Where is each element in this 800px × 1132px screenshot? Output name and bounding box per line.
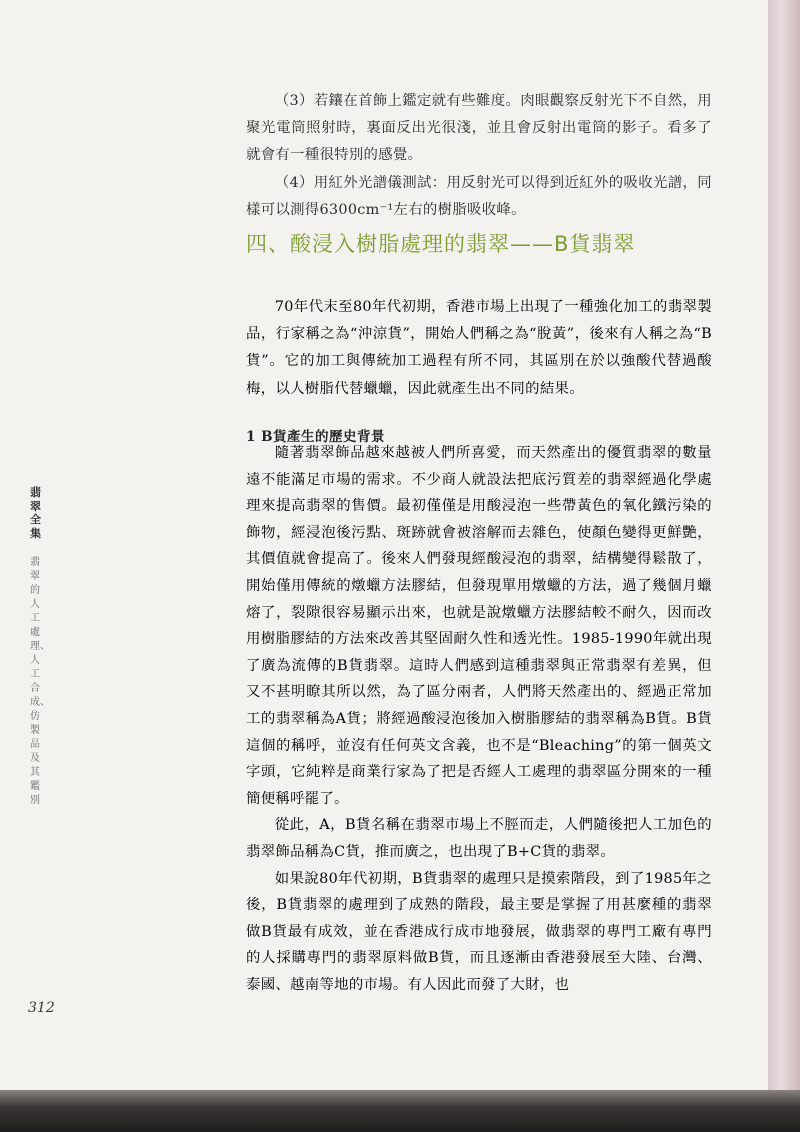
page-number: 312: [28, 1000, 55, 1016]
section-heading: 四、酸浸入樹脂處理的翡翠——B貨翡翠: [246, 232, 636, 256]
top-paragraphs: [246, 88, 712, 224]
intro-paragraph: 70年代末至80年代初期，香港市場上出現了一種強化加工的翡翠製品，行家稱之為“沖涼貨”，開始人們稱之為“脫黃”，後來有人稱之為“B貨”。它的加工與傳統加工過程有所不同，其區別在於以強酸代替過酸梅，以人樹脂代替蠟蠟，因此就產生出不同的結果。: [246, 299, 712, 397]
body-block: [246, 440, 712, 998]
paragraph-jewelry-identification: （3）若鑲在首飾上鑑定就有些難度。肉眼觀察反射光下不自然，用聚光電筒照射時，裏面反出光很淺，並且會反射出電筒的影子。看多了就會有一種很特別的感覺。: [246, 93, 712, 164]
paragraph-history: 隨著翡翠飾品越來越被人們所喜愛，而天然產出的優質翡翠的數量遠不能滿足市場的需求。不少商人就設法把底污質差的翡翠經過化學處理來提高翡翠的售價。最初僅僅是用酸浸泡一些帶黃色的氧化鐵污染的飾物，經浸泡後污點、斑跡就會被溶解而去雜色，使顏色變得更鮮艷，其價值就會提高了。後來人們發現經酸浸泡的翡翠，結構變得鬆散了，開始僅用傳統的燉蠟方法膠結，但發現單用燉蠟的方法，過了幾個月蠟熔了，裂隙很容易顯示出來，也就是說燉蠟方法膠結較不耐久，因而改用樹脂膠結的方法來改善其堅固耐久性和透光性。1985-1990年就出現了廣為流傳的B貨翡翠。這時人們感到這種翡翠與正常翡翠有差異，但又不甚明瞭其所以然，為了區分兩者，人們將天然產出的、經過正常加工的翡翠稱為A貨；將經過酸浸泡後加入樹脂膠結的翡翠稱為B貨。B貨這個的稱呼，並沒有任何英文含義，也不是“Bleaching”的第一個英文字頭，它純粹是商業行家為了把是否經人工處理的翡翠區分開來的一種簡便稱呼罷了。: [246, 445, 712, 807]
paragraph-1985-development: 如果說80年代初期，B貨翡翠的處理只是摸索階段，到了1985年之後，B貨翡翠的處理到了成熟的階段，最主要是掌握了用甚麼種的翡翠做B貨最有成效，並在香港成行成市地發展，做翡翠的專門工廠有專門的人採購專門的翡翠原料做B貨，而且逐漸由香港發展至大陸、台灣、泰國、越南等地的市場。有人因此而發了大財，也: [246, 870, 712, 993]
side-book-title: 翡翠全集: [30, 486, 41, 540]
paragraph-infrared-test: （4）用紅外光譜儀測試：用反射光可以得到近紅外的吸收光譜，同樣可以測得6300cm⁻¹左右的樹脂吸收峰。: [246, 174, 712, 218]
scan-bottom-shadow: [0, 1090, 800, 1132]
book-spine-edge: [768, 0, 800, 1090]
intro-block: [246, 294, 712, 403]
paragraph-abc-goods: 從此，A，B貨名稱在翡翠市場上不脛而走，人們隨後把人工加色的翡翠飾品稱為C貨，推而廣之，也出現了B+C貨的翡翠。: [246, 817, 712, 860]
subsection-heading: 1 B貨產生的歷史背景: [246, 429, 386, 445]
side-chapter-title: 翡翠的人工處理、人工合成、仿製品及其鑑別: [30, 557, 50, 806]
